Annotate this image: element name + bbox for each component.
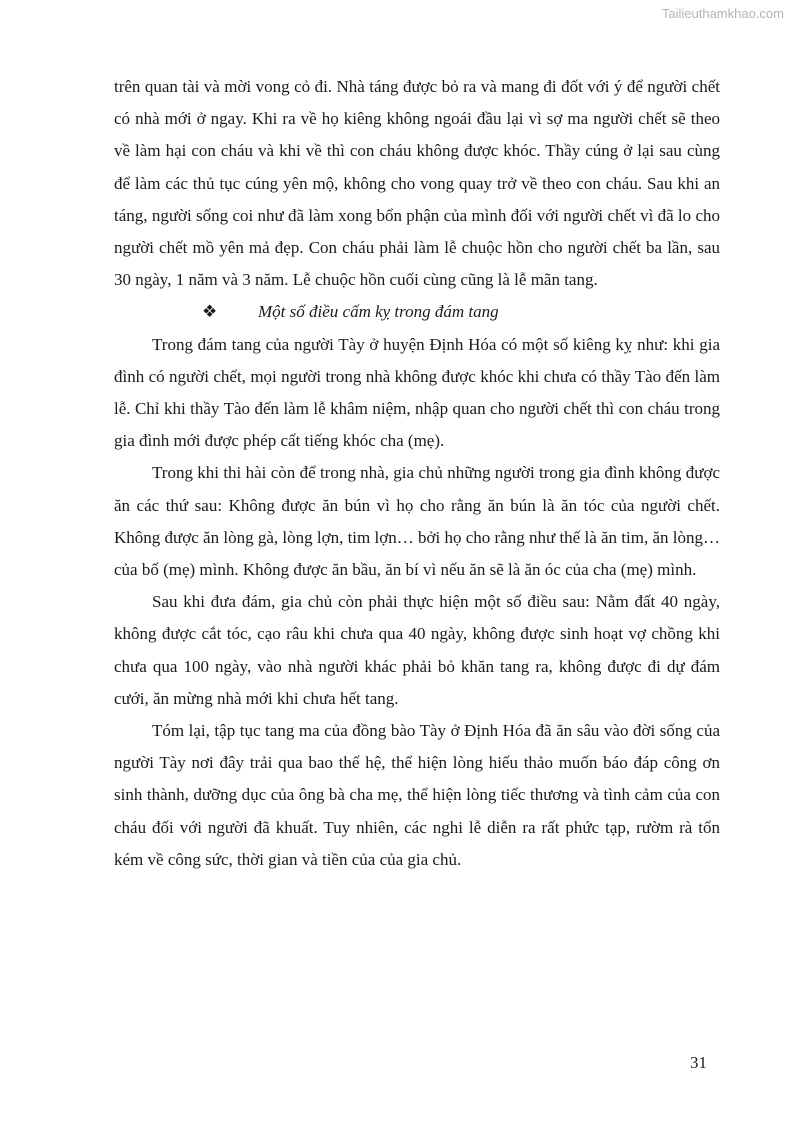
page-number: 31	[690, 1053, 707, 1072]
paragraph-food-taboos: Trong khi thi hài còn để trong nhà, gia chủ những người trong gia đình không được ăn các thứ sau: Không được ăn bún vì họ cho rằng ăn bún là ăn tóc của người chết. Không được ăn lòng gà, lòng lợn, tim lợn… bởi họ cho rằng như thế là ăn tim, ăn lòng… của bố (mẹ) mình. Không được ăn bầu, ăn bí vì nếu ăn sẽ là ăn óc của cha (mẹ) mình.	[114, 463, 720, 580]
watermark-text: Tailieuthamkhao.com	[661, 6, 784, 21]
paragraph-after-funeral: Sau khi đưa đám, gia chủ còn phải thực hiện một số điều sau: Nằm đất 40 ngày, không được cắt tóc, cạo râu khi chưa qua 40 ngày, không được sinh hoạt vợ chồng khi chưa qua 100 ngày, vào nhà người khác phải bỏ khăn tang ra, không được đi dự đám cưới, ăn mừng nhà mới khi chưa hết tang.	[114, 592, 720, 708]
paragraph-continuation: trên quan tài và mời vong cỏ đi. Nhà táng được bỏ ra và mang đi đốt với ý để người chết có nhà mới ở ngay. Khi ra về họ kiêng không ngoái đầu lại vì sợ ma người chết sẽ theo về làm hại con cháu và khi về thì con cháu không được khóc. Thầy cúng ở lại sau cùng để làm các thủ tục cúng yên mộ, không cho vong quay trở về theo con cháu. Sau khi an táng, người sống coi như đã làm xong bổn phận của mình đối với người chết vì đã lo cho người chết mồ yên mả đẹp. Con cháu phải làm lễ chuộc hồn cho người chết ba lần, sau 30 ngày, 1 năm và 3 năm. Lễ chuộc hồn cuối cùng cũng là lễ mãn tang.	[114, 77, 720, 290]
diamond-bullet-icon: ❖	[202, 302, 218, 322]
paragraph-summary: Tóm lại, tập tục tang ma của đồng bào Tày ở Định Hóa đã ăn sâu vào đời sống của người Tày nơi đây trải qua bao thế hệ, thể hiện lòng hiếu thảo muốn báo đáp công ơn sinh thành, dưỡng dục của ông bà cha mẹ, thể hiện lòng tiếc thương và tình cảm của con cháu đối với người đã khuất. Tuy nhiên, các nghi lễ diễn ra rất phức tạp, rườm rà tốn kém về công sức, thời gian và tiền của của gia chủ.	[114, 721, 720, 869]
document-body	[114, 71, 720, 876]
section-heading-text: Một số điều cấm kỵ trong đám tang	[258, 302, 499, 322]
paragraph-taboo-crying: Trong đám tang của người Tày ở huyện Định Hóa có một số kiêng kỵ như: khi gia đình có người chết, mọi người trong nhà không được khóc khi chưa có thầy Tào đến làm lễ. Chỉ khi thầy Tào đến làm lễ khâm niệm, nhập quan cho người chết thì con cháu trong gia đình mới được phép cất tiếng khóc cha (mẹ).	[114, 334, 720, 451]
section-heading	[114, 296, 720, 328]
